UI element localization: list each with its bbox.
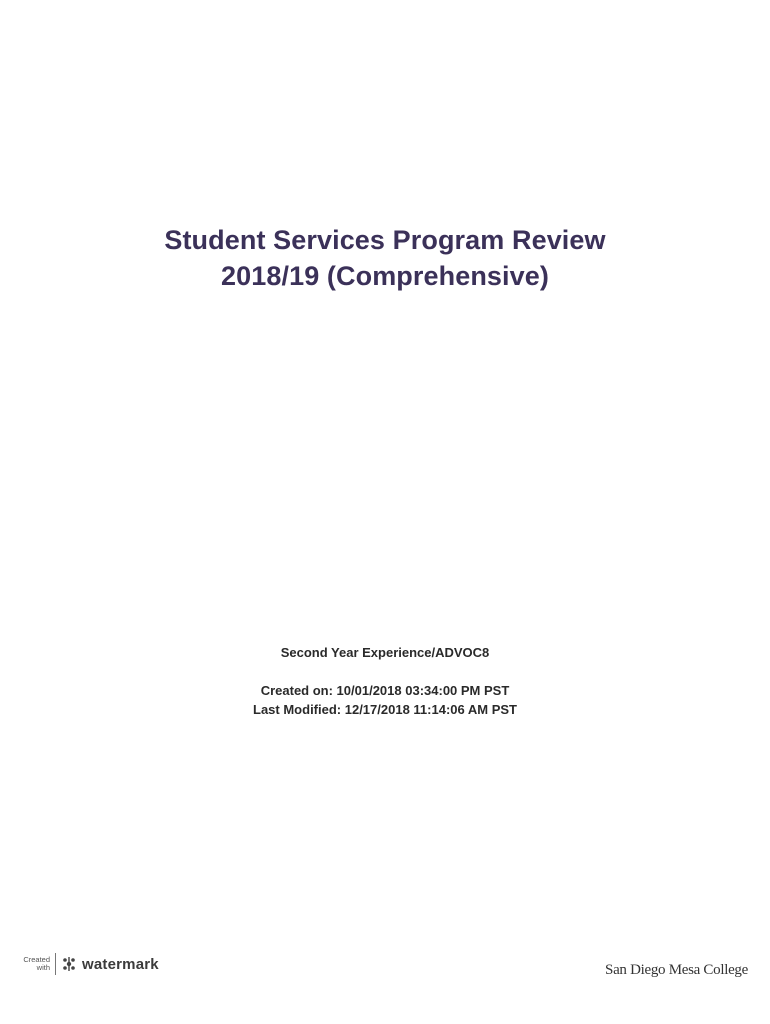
created-on: Created on: 10/01/2018 03:34:00 PM PST <box>260 683 510 698</box>
title-block <box>0 222 770 294</box>
college-logo: San Diego Mesa College <box>605 962 748 978</box>
watermark-brand: watermark <box>82 955 159 973</box>
created-with-line-2: with <box>36 963 50 972</box>
created-with-line-1: Created <box>23 955 50 964</box>
document-title-line-1: Student Services Program Review <box>164 225 606 255</box>
created-with-watermark <box>20 950 159 978</box>
created-with-label <box>20 956 50 972</box>
last-modified: Last Modified: 12/17/2018 11:14:06 AM PST <box>253 702 517 717</box>
watermark-logo-icon <box>61 956 77 972</box>
program-name: Second Year Experience/ADVOC8 <box>280 645 490 660</box>
document-title-line-2: 2018/19 (Comprehensive) <box>221 261 549 291</box>
meta-block <box>0 644 770 719</box>
footer-divider <box>55 953 56 975</box>
